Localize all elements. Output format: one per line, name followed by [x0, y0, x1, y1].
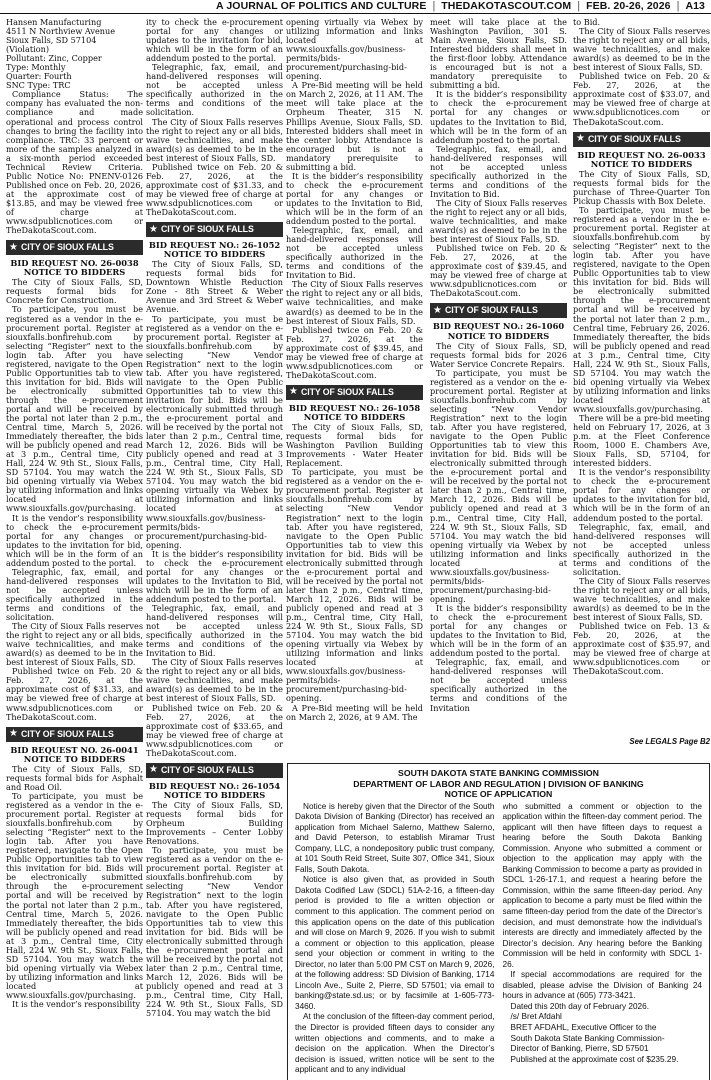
continued-link[interactable]: See LEGALS Page B2: [629, 737, 710, 746]
star-icon: ★: [433, 304, 442, 316]
notice-paragraph: Published twice on Feb. 20 & Feb. 27, 2026, at the approximate cost of $31.33, and may be viewed free of charge at www.sdpublicnotices.com or TheDakotaScout.com.: [6, 666, 143, 722]
notice-paragraph: Published twice on Feb. 20 & Feb. 27, 2026, at the approximate cost of $39.45, and may be viewed free of charge at www.sdpublicnotices.com or TheDakotaScout.com.: [430, 243, 567, 299]
notice-paragraph: Published twice on Feb. 20 & Feb. 27, 2026, at the approximate cost of $33.07, and may be viewed free of charge at www.sdpublicnotices.com or TheDakotaScout.com.: [573, 71, 710, 127]
notice-title: BID REQUEST NO. 26-0041 NOTICE TO BIDDERS: [10, 744, 139, 764]
star-icon: ★: [9, 241, 18, 253]
banking-paragraph: Notice is hereby given that the Director of the South Dakota Division of Banking (Director) has received an application from Michael Salerno, Matthew Salerno, and David Peterson, to establish Miramar Trust Company, LLC, a nondepository public trust company, at 101 South Reid Street, Suite 307, Office 341, Sioux Falls, South Dakota.: [295, 801, 495, 874]
address-line: 4511 N Northview Avenue: [6, 26, 116, 37]
section-badge: [146, 222, 283, 237]
star-icon: ★: [9, 728, 18, 740]
banking-right-column: [503, 802, 703, 1078]
notice-paragraph: The City of Sioux Falls, SD, requests formal bids for Asphalt and Road Oil.: [6, 763, 143, 792]
address-line: Sioux Falls, SD 57104: [6, 35, 97, 46]
banking-paragraph: If special accommodations are required for the disabled, please advise the Division of Banking 24 hours in advance at (605) 773-3421.: [502, 970, 702, 1001]
column-1: [6, 18, 143, 1076]
notice-paragraph: There will be a pre-bid meeting held on February 17, 2026, at 3 p.m. at the Fleet Conference Room, 1000 E. Chambers Ave, Sioux Falls, SD, 57104, for interested bidders.: [573, 413, 710, 469]
star-icon: ★: [576, 133, 585, 145]
section-badge: [430, 303, 567, 318]
signature-line: /s/ Bret Afdahl: [510, 1012, 562, 1022]
banking-left-column: [295, 802, 495, 1078]
banking-notice-box: [287, 763, 710, 1080]
page-header: [0, 0, 711, 14]
issue-date: FEB. 20-26, 2026: [586, 0, 671, 12]
notice-paragraph: Telegraphic, fax, email, and hand-delivered responses will not be accepted unless specifically authorized in the terms and conditions of the solicitation.: [573, 521, 710, 577]
notice-paragraph: To participate, you must be registered as a vendor in the e-procurement portal. Register at siouxfalls.bonfirehub.com by selecting “Register” next to the login tab. After you have registered, navigate to the Open Public Opportunities tab to view this invitation for bid. Bids will be electronically submitted through the e-procurement portal and will be received by the portal not later than 2 p.m., Central time, February 26, 2026. Immediately thereafter, the bids will be publicly opened and read at 3 p.m., Central time, City Hall, 224 W. 9th St., Sioux Falls, SD 57104. You may watch the bid opening virtually via Webex by utilizing information and links located at www.siouxfalls.gov/purchasing.: [573, 204, 710, 414]
badge-label: CITY OF SIOUX FALLS: [20, 728, 114, 739]
notice-paragraph: Telegraphic, fax, email, and hand-delivered responses will not be accepted unless specifically authorized in the terms and conditions of the solicitation.: [146, 62, 283, 118]
notice-paragraph: To participate, you must be registered as a vendor in the e-procurement portal. Register at siouxfalls.bonfirehub.com by selecting “Register” next to the login tab. After you have registered, navigate to the Open Public Opportunities tab to view this invitation for bid. Bids will be electronically submitted through the e-procurement portal and will be received by the portal not later than 2 p.m., Central time, March 5, 2026. Immediately thereafter, the bids will be publicly opened and read at 3 p.m., Central time, City Hall, 224 W. 9th St., Sioux Falls, SD 57104. You may watch the bid opening virtually via Webex by utilizing information and links located at www.siouxfalls.gov/purchasing.: [6, 304, 143, 514]
notice-paragraph: The City of Sioux Falls, SD, requests formal bids for the purchase of Three-Quarter Ton Pickup Chassis with Box Delete.: [573, 168, 710, 206]
badge-label: CITY OF SIOUX FALLS: [160, 764, 254, 775]
notice-paragraph: The City of Sioux Falls, SD, requests formal bids for Concrete for Construction.: [6, 277, 143, 306]
notice-paragraph: The City of Sioux Falls reserves the right to reject any or all bids, waive technicalities, and make award(s) as deemed to be in the best interest of Sioux Falls, SD.: [6, 621, 143, 668]
signature-line: BRET AFDAHL, Executive Officer to the: [510, 1022, 657, 1032]
notice-paragraph: It is the vendor’s responsibility to check the e-procurement portal for any changes or updates to the invitation for bid, which will be in the form of an addendum posted to the portal.: [6, 512, 143, 568]
address-line: Type: Monthly: [6, 62, 66, 73]
notice-paragraph: A Pre-Bid meeting will be held on March 2, 2026, at 11 AM. The meet will take place at the Orpheum Theater, 315 N. Phillips Avenue, Sioux Falls, SD. Interested bidders shall meet in the center lobby. Attendance is encouraged but is not a mandatory prerequisite to submitting a bid.: [286, 80, 423, 172]
notice-paragraph: It is the vendor’s responsibility to check the e-procurement portal for any changes or updates to the invitation for bid, which will be in the form of an addendum posted to the portal.: [573, 467, 710, 523]
notice-paragraph: The City of Sioux Falls reserves the right to reject any or all bids, waive technicalities, and make award(s) as deemed to be in the best interest of Sioux Falls, SD.: [286, 279, 423, 326]
notice-paragraph: It is the bidder’s responsibility to check the e-procurement portal for any changes or updates to the Invitation to Bid, which will be in the form of an addendum posted to the portal.: [286, 170, 423, 227]
notice-paragraph: A Pre-Bid meeting will be held on March 2, 2026, at 9 AM. The: [286, 702, 423, 722]
star-icon: ★: [289, 386, 298, 398]
banking-columns: [295, 802, 702, 1078]
signature-line: Dated this 20th day of February 2026.: [510, 1001, 650, 1011]
badge-label: CITY OF SIOUX FALLS: [300, 386, 394, 397]
banking-paragraph: who submitted a comment or objection to the application within the fifteen-day comment period. The applicant will then have fifteen days to request a hearing before the South Dakota Banking Commission. Anyone who submitted a comment or objection to the application may apply with the Banking Commission to become a party as provided in SDCL 1-26-17.1, and request a hearing before the Commission, within the same fifteen-day period. Any application to become a party must be filed within the same fifteen-day period from the date of the Director’s decision, and must demonstrate how the individual’s interests are directly and immediately affected by the Director’s decision. Any hearing before the Banking Commission will be held in conformity with SDCL 1-26.: [502, 801, 702, 969]
notice-paragraph: The City of Sioux Falls reserves the right to reject any or all bids, waive technicalities, and make award(s) as deemed to be in the best interest of Sioux Falls, SD.: [146, 657, 283, 704]
notice-paragraph: To participate, you must be registered as a vendor on the e-procurement portal. Register at siouxfalls.bonfirehub.com by selecting “New Vendor Registration” next to the login tab. After you have registered, navigate to the Open Public Opportunities tab to view this invitation for bid. Bids will be electronically submitted through the e-procurement portal and will be received by the portal not later than 2 p.m., Central time, March 12, 2026. Bids will be publicly opened and read at 3 p.m., Central time, City Hall, 224 W. 9th St., Sioux Falls, SD 57104. You may watch the bid opening virtually via Webex by utilizing information and links located at www.siouxfalls.gov/business-permits/bids-procurement/purchasing-bid-opening.: [430, 367, 567, 604]
notice-title: BID REQUEST NO.: 26-1058 NOTICE TO BIDDERS: [288, 402, 421, 422]
notice-paragraph: Telegraphic, fax, email, and hand-delivered responses will not be accepted unless specifically authorized in the terms and conditions of the solicitation.: [6, 566, 143, 623]
badge-label: CITY OF SIOUX FALLS: [444, 305, 538, 316]
badge-label: CITY OF SIOUX FALLS: [160, 224, 254, 234]
publication-tagline: A JOURNAL OF POLITICS AND CULTURE: [216, 0, 427, 12]
notice-title: BID REQUEST NO.: 26-1052 NOTICE TO BIDDERS: [148, 240, 281, 260]
section-badge: [573, 132, 710, 147]
notice-paragraph: The City of Sioux Falls, SD, requests formal bids for Downtown Whistle Reduction Zone - 8th Street & Weber Avenue and 3rd Street & Weber Avenue.: [146, 259, 283, 315]
notice-paragraph: The City of Sioux Falls, SD, requests formal bids for Washington Pavilion Building Improvements - Water Heater Replacement.: [286, 422, 423, 469]
notice-paragraph: The City of Sioux Falls reserves the right to reject any or all bids, waive technicalities, and make award(s) as deemed to be in the best interest of Sioux Falls, SD.: [573, 26, 710, 73]
notice-title: BID REQUEST NO.: 26-1060 NOTICE TO BIDDERS: [432, 321, 565, 341]
star-icon: ★: [149, 764, 158, 776]
column-5: [573, 18, 710, 763]
notice-paragraph: to Bid.: [573, 18, 601, 27]
column-3: [286, 18, 423, 763]
notice-paragraph: To participate, you must be registered as a vendor on the e-procurement portal. Register at siouxfalls.bonfirehub.com by selecting “New Vendor Registration” next to the login tab. After you have registered, navigate to the Open Public Opportunities tab to view this invitation for bid. Bids will be electronically submitted through the e-procurement portal and will be received by the portal not later than 2 p.m., Central time, March 12, 2026. Bids will be publicly opened and read at 3 p.m., Central time, City Hall, 224 W. 9th St., Sioux Falls, SD 57104. You may watch the bid: [146, 845, 283, 1019]
address-line: SNC Type: TRC: [6, 80, 71, 91]
signature-line: Director of Banking, Pierre, SD 57501: [510, 1044, 649, 1054]
notice-paragraph: Telegraphic, fax, email, and hand-delivered responses will not be accepted unless specifically authorized in the terms and conditions of the Invitation to Bid.: [430, 143, 567, 199]
section-badge: [6, 240, 143, 255]
notice-paragraph: The City of Sioux Falls reserves the right to reject any or all bids, waive technicalities, and make award(s) as deemed to be in the best interest of Sioux Falls, SD.: [146, 116, 283, 163]
notice-paragraph: Telegraphic, fax, email, and hand-delivered responses will not be accepted unless specifically authorized in the terms and conditions of the Invitation to Bid.: [146, 603, 283, 659]
header-separator: |: [577, 0, 581, 12]
signature-line: South Dakota State Banking Commission-: [510, 1033, 665, 1043]
notice-paragraph: Published twice on Feb. 20 & Feb. 27, 2026, at the approximate cost of $31.33, and may be viewed free of charge at www.sdpublicnotices.com or TheDakotaScout.com.: [146, 161, 283, 217]
notice-title: BID REQUEST NO. 26-0033 NOTICE TO BIDDERS: [577, 149, 706, 169]
column-4: [430, 18, 567, 763]
notice-title: BID REQUEST NO. 26-0038 NOTICE TO BIDDERS: [10, 258, 139, 278]
section-badge: [146, 763, 283, 778]
section-badge: [6, 727, 143, 742]
notice-paragraph: ity to check the e-procurement portal for any changes or updates to the invitation for bid, which will be in the form of an addendum posted to the portal.: [146, 18, 283, 64]
notice-paragraph: Telegraphic, fax, email, and hand-delivered responses will not be accepted unless specifically authorized in the terms and conditions of the Invitation to Bid.: [286, 225, 423, 281]
notice-paragraph: The City of Sioux Falls reserves the right to reject any or all bids, waive technicalities, and make award(s) as deemed to be in the best interest of Sioux Falls, SD.: [430, 197, 567, 245]
notice-paragraph: Compliance Status: The company has evaluated the non-compliance and made operational and process control changes to bring the facility into compliance. TRC: 33 percent or more of the samples analyzed in a six-month period exceeded Technical Review Criteria. Public Notice No: PNENV-0126 Published once on Feb. 20, 2026, at the approximate cost of $13.85, and may be viewed free of charge at www.sdpublicnotices.com or TheDakotaScout.com.: [6, 89, 143, 236]
banking-heading: SOUTH DAKOTA STATE BANKING COMMISSION: [398, 768, 599, 778]
notice-paragraph: Published twice on Feb. 20 & Feb. 27, 2026, at the approximate cost of $39.45, and may be viewed free of charge at www.sdpublicnotices.com or TheDakotaScout.com.: [286, 324, 423, 380]
signature-line: Published at the approximate cost of $235.29.: [510, 1054, 679, 1064]
site-name[interactable]: THEDAKOTASCOUT.COM: [441, 0, 572, 12]
badge-label: CITY OF SIOUX FALLS: [20, 242, 114, 253]
address-line: Hansen Manufacturing: [6, 18, 102, 27]
address-line: Quarter: Fourth: [6, 71, 72, 82]
badge-label: CITY OF SIOUX FALLS: [587, 133, 681, 144]
notice-paragraph: To participate, you must be registered as a vendor on the e-procurement portal. Register at siouxfalls.bonfirehub.com by selecting “New Vendor Registration” next to the login tab. After you have registered, navigate to the Open Public Opportunities tab to view this invitation for bid. Bids will be electronically submitted through the e-procurement portal and will be received by the portal not later than 2 p.m., Central time, March 12, 2026. Bids will be publicly opened and read at 3 p.m., Central time, City Hall, 224 W. 9th St., Sioux Falls, SD 57104. You may watch the bid opening virtually via Webex by utilizing information and links located at www.siouxfalls.gov/business-permits/bids-procurement/purchasing-bid-opening.: [146, 313, 283, 550]
notice-paragraph: It is the bidder’s responsibility to check the e-procurement portal for any changes or updates to the Invitation to Bid, which will be in the form of an addendum posted to the portal.: [430, 89, 567, 145]
banking-notice-title: NOTICE OF APPLICATION: [444, 789, 553, 799]
address-line: (Violation): [6, 44, 49, 55]
column-2: [146, 18, 283, 1076]
notice-paragraph: It is the bidder’s responsibility to check the e-procurement portal for any changes or updates to the Invitation to Bid, which will be in the form of an addendum posted to the portal.: [430, 603, 567, 659]
notice-title: BID REQUEST NO.: 26-1054 NOTICE TO BIDDERS: [148, 780, 281, 800]
page-number: A13: [685, 0, 705, 12]
header-separator: |: [676, 0, 680, 12]
notice-paragraph: Telegraphic, fax, email, and hand-delivered responses will not be accepted unless specifically authorized in the terms and conditions of the Invitation: [430, 657, 567, 713]
notice-paragraph: Published twice on Feb. 13 & Feb. 20, 2026, at the approximate cost of $35.97, and may be viewed free of charge at www.sdpublicnotices.com or TheDakotaScout.com.: [573, 621, 710, 677]
notice-paragraph: meet will take place at the Washington Pavilion, 301 S. Main Avenue, Sioux Falls, SD. Interested bidders shall meet in the first-floor lobby. Attendance is encouraged but is not a mandatory prerequisite to submitting a bid.: [430, 18, 567, 91]
star-icon: ★: [149, 223, 158, 235]
notice-paragraph: opening virtually via Webex by utilizing information and links located at www.siouxfalls.gov/business-permits/bids-procurement/purchasing-bid-opening.: [286, 18, 423, 82]
notice-paragraph: To participate, you must be registered as a vendor on the e-procurement portal. Register at siouxfalls.bonfirehub.com by selecting “New Vendor Registration” next to the login tab. After you have registered, navigate to the Open Public Opportunities tab to view this invitation for bid. Bids will be electronically submitted through the e-procurement portal and will be received by the portal not later than 2 p.m., Central time, March 12, 2026. Bids will be publicly opened and read at 3 p.m., Central time, City Hall, 224 W. 9th St., Sioux Falls, SD 57104. You may watch the bid opening virtually via Webex by utilizing information and links located at www.siouxfalls.gov/business-permits/bids-procurement/purchasing-bid-opening.: [286, 467, 423, 704]
banking-paragraph: At the conclusion of the fifteen-day comment period, the Director is provided fifteen days to consider any written objections and comments, and to make a decision on the application. When the Director’s decision is issued, written notice will be sent to the applicant and to any individual: [295, 1012, 495, 1075]
address-line: Pollutant: Zinc, Copper: [6, 53, 102, 64]
banking-subheading: DEPARTMENT OF LABOR AND REGULATION | DIVISION OF BANKING: [353, 778, 644, 789]
notice-paragraph: The City of Sioux Falls, SD, requests formal bids for Orpheum Building Improvements – Center Lobby Renovations.: [146, 799, 283, 847]
notice-paragraph: The City of Sioux Falls, SD, requests formal bids for 2026 Water Service Concrete Repairs.: [430, 340, 567, 369]
header-separator: |: [432, 0, 436, 12]
address-block: [6, 18, 143, 90]
notice-paragraph: It is the vendor’s responsibility: [12, 999, 141, 1010]
notice-paragraph: The City of Sioux Falls reserves the right to reject any or all bids, waive technicalities, and make award(s) as deemed to be in the best interest of Sioux Falls, SD.: [573, 575, 710, 623]
banking-paragraph: Notice is also given that, as provided in South Dakota Codified Law (SDCL) 51A-2-16, a fifteen-day period is provided to file a written objection or comment to this application. The comment period on this application opens on the date of this publication and will close on March 9, 2026. If you wish to submit a comment or objection to this application, please send your objection or comment in writing to the Director, no later than 5:00 PM CST on March 9, 2026, at the following address: SD Division of Banking, 1714 Lincoln Ave., Suite 2, Pierre, SD 57501; via email to banking@state.sd.us; or by facsimile at 1-605-773-3460.: [295, 875, 495, 1011]
notice-paragraph: To participate, you must be registered as a vendor in the e-procurement portal. Register at siouxfalls.bonfirehub.com by selecting “Register” next to the login tab. After you have registered, navigate to the Open Public Opportunities tab to view this invitation for bid. Bids will be electronically submitted through the e-procurement portal and will be received by the portal not later than 2 p.m., Central time, March 5, 2026. Immediately thereafter, the bids will be publicly opened and read at 3 p.m., Central time, City Hall, 224 W. 9th St., Sioux Falls, SD 57104. You may watch the bid opening virtually via Webex by utilizing information and links located at www.siouxfalls.gov/purchasing.: [6, 790, 143, 1000]
section-badge: [286, 385, 423, 400]
notice-paragraph: Published twice on Feb. 20 & Feb. 27, 2026, at the approximate cost of $33.65, and may be viewed free of charge at www.sdpublicnotices.com or TheDakotaScout.com.: [146, 702, 283, 758]
notice-paragraph: It is the bidder’s responsibility to check the e-procurement portal for any changes or updates to the Invitation to Bid, which will be in the form of an addendum posted to the portal.: [146, 548, 283, 604]
